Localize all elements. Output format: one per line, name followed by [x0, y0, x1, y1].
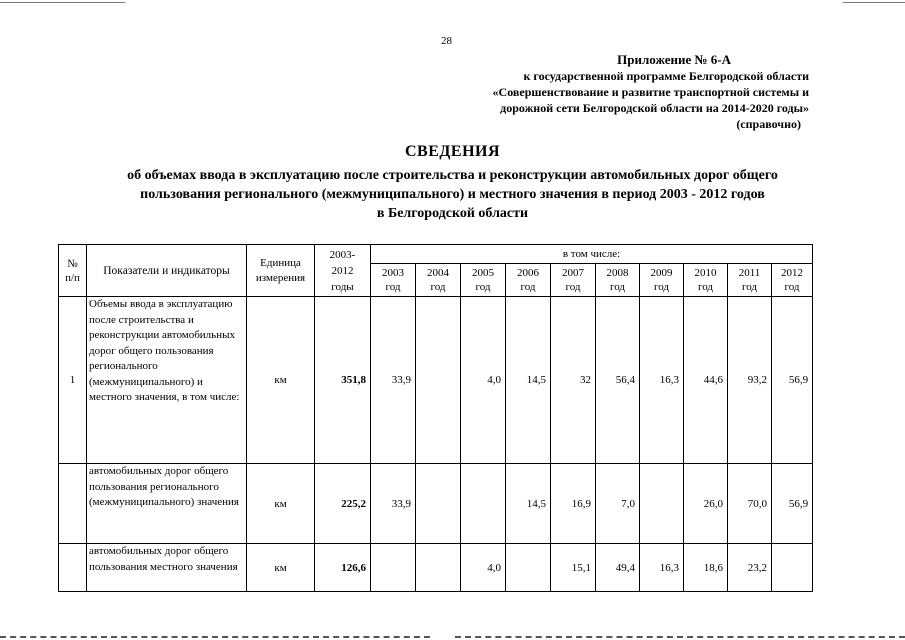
row-value-2009 — [640, 464, 684, 544]
header-num: № п/п — [59, 245, 87, 297]
bottom-rule-right — [455, 636, 905, 638]
appendix-note — [389, 52, 809, 132]
row-value-2011: 93,2 — [728, 297, 772, 464]
appendix-reference-note: (справочно) — [736, 117, 801, 131]
subtitle-line: пользования регионального (межмуниципального) и местного значения в период 2003 - 2012 годов — [140, 187, 765, 202]
subtitle-line: в Белгородской области — [376, 206, 529, 221]
row-value-2008: 49,4 — [596, 544, 640, 592]
row-value-2005: 4,0 — [461, 544, 506, 592]
page-number: 28 — [441, 35, 452, 47]
row-num: 1 — [59, 297, 87, 464]
row-value-2012: 56,9 — [772, 464, 813, 544]
header-year-2008: 2008 год — [596, 264, 640, 297]
row-num — [59, 544, 87, 592]
row-value-2007: 16,9 — [551, 464, 596, 544]
row-num — [59, 464, 87, 544]
row-value-2011: 70,0 — [728, 464, 772, 544]
row-value-2010: 26,0 — [684, 464, 728, 544]
appendix-title: Приложение № 6-А — [617, 52, 731, 67]
row-value-2007: 15,1 — [551, 544, 596, 592]
header-year-2012: 2012 год — [772, 264, 813, 297]
row-value-2004 — [416, 544, 461, 592]
header-unit: Единица измерения — [247, 245, 315, 297]
row-unit: км — [247, 297, 315, 464]
row-value-2012: 56,9 — [772, 297, 813, 464]
row-value-2008: 56,4 — [596, 297, 640, 464]
row-value-2008: 7,0 — [596, 464, 640, 544]
row-value-2004 — [416, 464, 461, 544]
row-value-2012 — [772, 544, 813, 592]
top-rule-right — [843, 2, 905, 3]
table-row — [59, 544, 813, 592]
header-year-2011: 2011 год — [728, 264, 772, 297]
row-value-2005 — [461, 464, 506, 544]
row-unit: км — [247, 544, 315, 592]
header-year-2004: 2004 год — [416, 264, 461, 297]
header-including: в том числе: — [371, 245, 813, 264]
row-value-2004 — [416, 297, 461, 464]
header-total: 2003- 2012 годы — [315, 245, 371, 297]
header-row-1 — [59, 245, 813, 264]
table-row — [59, 297, 813, 464]
header-year-2009: 2009 год — [640, 264, 684, 297]
row-unit: км — [247, 464, 315, 544]
row-value-2010: 44,6 — [684, 297, 728, 464]
row-value-2006 — [506, 544, 551, 592]
row-indicator: автомобильных дорог общего пользования местного значения — [87, 544, 247, 592]
appendix-line: дорожной сети Белгородской области на 2014-2020 годы» — [500, 101, 809, 115]
row-value-2011: 23,2 — [728, 544, 772, 592]
row-value-2003: 33,9 — [371, 464, 416, 544]
row-total: 351,8 — [315, 297, 371, 464]
row-value-2006: 14,5 — [506, 464, 551, 544]
subtitle-line: об объемах ввода в эксплуатацию после строительства и реконструкции автомобильных дорог общего — [127, 168, 778, 183]
document-title: СВЕДЕНИЯ — [404, 143, 501, 160]
row-value-2007: 32 — [551, 297, 596, 464]
appendix-line: «Совершенствование и развитие транспортной системы и — [492, 85, 809, 99]
top-rule-left — [0, 2, 125, 3]
row-value-2009: 16,3 — [640, 297, 684, 464]
row-total: 225,2 — [315, 464, 371, 544]
appendix-line: к государственной программе Белгородской области — [523, 69, 809, 83]
header-year-2006: 2006 год — [506, 264, 551, 297]
table-row — [59, 464, 813, 544]
header-year-2007: 2007 год — [551, 264, 596, 297]
row-value-2010: 18,6 — [684, 544, 728, 592]
row-value-2003 — [371, 544, 416, 592]
header-indicator: Показатели и индикаторы — [87, 245, 247, 297]
row-value-2003: 33,9 — [371, 297, 416, 464]
row-value-2006: 14,5 — [506, 297, 551, 464]
bottom-rule-left — [0, 636, 430, 638]
document-subtitle — [60, 166, 845, 223]
row-value-2009: 16,3 — [640, 544, 684, 592]
row-total: 126,6 — [315, 544, 371, 592]
row-indicator: Объемы ввода в эксплуатацию после строительства и реконструкции автомобильных дорог общего пользования регионального (межмуниципального) и местного значения, в том числе: — [87, 297, 247, 464]
header-year-2003: 2003 год — [371, 264, 416, 297]
header-year-2005: 2005 год — [461, 264, 506, 297]
row-indicator: автомобильных дорог общего пользования регионального (межмуниципального) значения — [87, 464, 247, 544]
header-year-2010: 2010 год — [684, 264, 728, 297]
row-value-2005: 4,0 — [461, 297, 506, 464]
data-table — [58, 244, 813, 592]
